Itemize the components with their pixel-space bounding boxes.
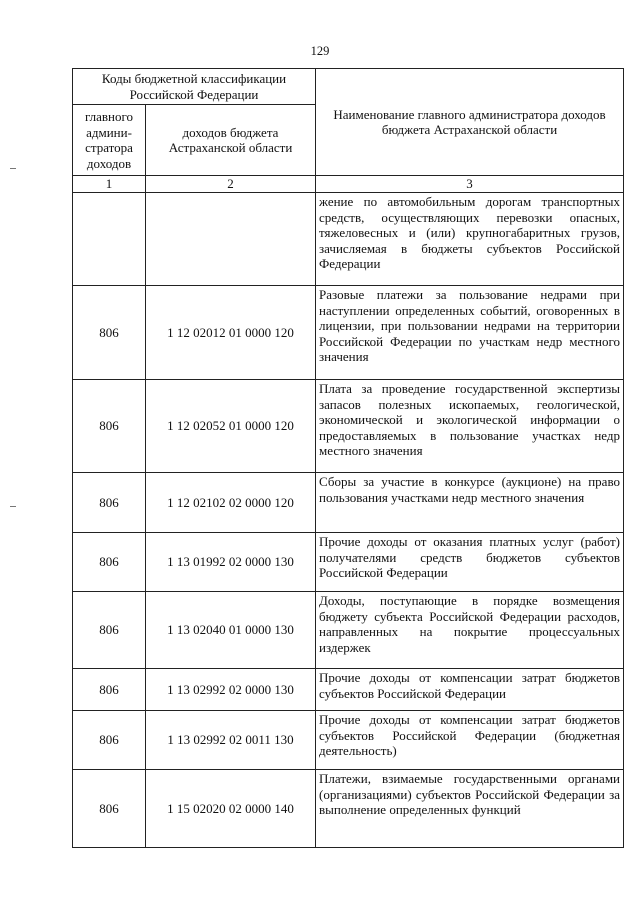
margin-mark	[10, 506, 16, 507]
budget-code-cell: 1 13 01992 02 0000 130	[146, 533, 316, 592]
budget-code-cell: 1 12 02012 01 0000 120	[146, 286, 316, 380]
table-header-row	[73, 69, 624, 105]
admin-code-cell: 806	[73, 711, 146, 770]
admin-code-cell: 806	[73, 592, 146, 669]
income-name-cell: Платежи, взимаемые государственными органами (организациями) субъектов Российской Федерации за выполнение определенных функций	[316, 770, 624, 848]
budget-code-cell: 1 13 02992 02 0011 130	[146, 711, 316, 770]
income-name-cell: Доходы, поступающие в порядке возмещения бюджету субъекта Российской Федерации расходов, направленных на покрытие процессуальных издержек	[316, 592, 624, 669]
admin-code-cell	[73, 193, 146, 286]
page-number: 129	[310, 44, 330, 58]
column-number-row	[73, 176, 624, 193]
income-name-cell: жение по автомобильным дорогам транспортных средств, осуществляющих перевозки опасных, тяжеловесных и (или) крупногабаритных грузов, зачисляемая в бюджеты субъектов Российской Федерации	[316, 193, 624, 286]
budget-code-cell: 1 13 02040 01 0000 130	[146, 592, 316, 669]
header-admin-name: Наименование главного администратора доходов бюджета Астраханской области	[316, 69, 624, 176]
header-codes-group: Коды бюджетной классификации Российской Федерации	[73, 69, 316, 105]
table-row	[73, 533, 624, 592]
income-name-cell: Плата за проведение государственной экспертизы запасов полезных ископаемых, геологической, экономической и экологической информации о предоставляемых в пользование участках недр местного значения	[316, 380, 624, 473]
admin-code-cell: 806	[73, 473, 146, 533]
column-number: 3	[316, 176, 624, 193]
table-row	[73, 473, 624, 533]
column-number: 2	[146, 176, 316, 193]
admin-code-cell: 806	[73, 770, 146, 848]
table-row	[73, 380, 624, 473]
table-row	[73, 592, 624, 669]
budget-code-cell: 1 12 02052 01 0000 120	[146, 380, 316, 473]
table-row	[73, 286, 624, 380]
column-number: 1	[73, 176, 146, 193]
table-row	[73, 711, 624, 770]
header-main-admin: главного админи-стратора доходов	[73, 105, 146, 176]
admin-code-cell: 806	[73, 669, 146, 711]
table-row	[73, 669, 624, 711]
admin-code-cell: 806	[73, 380, 146, 473]
income-name-cell: Прочие доходы от компенсации затрат бюджетов субъектов Российской Федерации (бюджетная деятельность)	[316, 711, 624, 770]
income-name-cell: Прочие доходы от оказания платных услуг (работ) получателями средств бюджетов субъектов Российской Федерации	[316, 533, 624, 592]
budget-code-cell: 1 12 02102 02 0000 120	[146, 473, 316, 533]
header-income-code: доходов бюджета Астраханской области	[146, 105, 316, 176]
table-row	[73, 770, 624, 848]
income-name-cell: Разовые платежи за пользование недрами при наступлении определенных событий, оговоренных в лицензии, при пользовании недрами на территории Российской Федерации по участкам недр местного значения	[316, 286, 624, 380]
margin-mark	[10, 168, 16, 169]
admin-code-cell: 806	[73, 286, 146, 380]
admin-code-cell: 806	[73, 533, 146, 592]
budget-classification-table	[72, 68, 624, 848]
income-name-cell: Сборы за участие в конкурсе (аукционе) на право пользования участками недр местного значения	[316, 473, 624, 533]
table-row	[73, 193, 624, 286]
budget-code-cell: 1 15 02020 02 0000 140	[146, 770, 316, 848]
budget-code-cell: 1 13 02992 02 0000 130	[146, 669, 316, 711]
budget-code-cell	[146, 193, 316, 286]
income-name-cell: Прочие доходы от компенсации затрат бюджетов субъектов Российской Федерации	[316, 669, 624, 711]
